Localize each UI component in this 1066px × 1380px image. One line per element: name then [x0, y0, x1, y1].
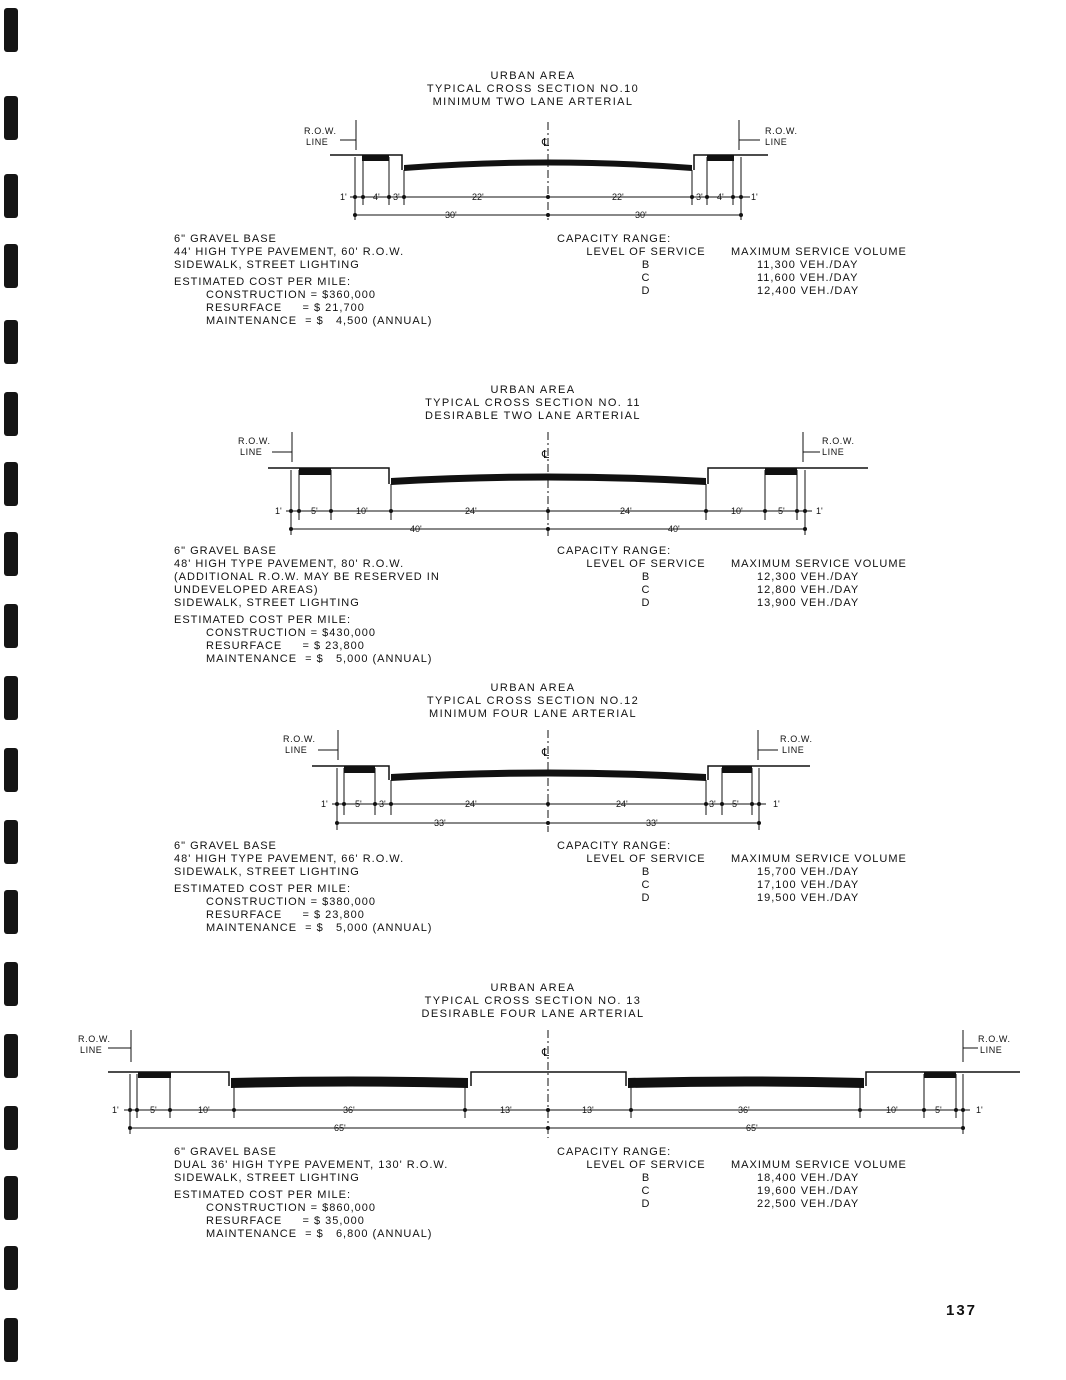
- capacity-table: [557, 545, 977, 610]
- dimension-label: 5': [150, 1105, 157, 1115]
- spec-line: 6" GRAVEL BASE: [174, 545, 277, 557]
- cross-section-diagram: [0, 428, 1066, 543]
- cost-heading: ESTIMATED COST PER MILE:: [174, 883, 352, 895]
- binder-hole: [4, 244, 18, 288]
- half-width-label: 30': [445, 210, 457, 220]
- row-line-label: LINE: [285, 745, 308, 755]
- title-line: TYPICAL CROSS SECTION NO.10: [426, 83, 640, 95]
- dimension-label: 22': [472, 192, 484, 202]
- centerline-symbol: ℄: [542, 137, 550, 149]
- dimension-label: 4': [717, 192, 724, 202]
- service-level: D: [641, 597, 651, 609]
- dimension-label: 10': [198, 1105, 210, 1115]
- dimension-label: 24': [620, 506, 632, 516]
- title-line: URBAN AREA: [490, 982, 576, 994]
- page-number: 137: [946, 1302, 978, 1319]
- service-volume: 13,900 VEH./DAY: [757, 597, 860, 609]
- service-volume: 11,300 VEH./DAY: [757, 259, 859, 271]
- dimension-label: 1': [816, 506, 823, 516]
- capacity-table: [557, 233, 977, 298]
- spec-line: (ADDITIONAL R.O.W. MAY BE RESERVED IN: [174, 571, 440, 583]
- centerline-symbol: ℄: [542, 1047, 550, 1059]
- dimension-label: 13': [500, 1105, 512, 1115]
- dimension-label: 36': [343, 1105, 355, 1115]
- dimension-label: 1': [976, 1105, 983, 1115]
- spec-line: SIDEWALK, STREET LIGHTING: [174, 866, 360, 878]
- half-width-label: 40': [668, 524, 680, 534]
- half-width-label: 33': [434, 818, 446, 828]
- service-level: B: [641, 866, 651, 878]
- title-line: TYPICAL CROSS SECTION NO. 13: [424, 995, 642, 1007]
- capacity-heading: CAPACITY RANGE:: [557, 840, 672, 852]
- level-heading: LEVEL OF SERVICE: [586, 246, 706, 258]
- service-volume: 11,600 VEH./DAY: [757, 272, 859, 284]
- volume-heading: MAXIMUM SERVICE VOLUME: [731, 246, 907, 258]
- binder-hole: [4, 320, 18, 364]
- capacity-heading: CAPACITY RANGE:: [557, 545, 672, 557]
- binder-hole: [4, 890, 18, 934]
- section-title: [0, 682, 1066, 721]
- binder-hole: [4, 1318, 18, 1362]
- dimension-label: 1': [112, 1105, 119, 1115]
- dimension-label: 1': [321, 799, 328, 809]
- cost-line: RESURFACE = $ 35,000: [206, 1215, 365, 1227]
- dimension-label: 1': [340, 192, 347, 202]
- dimension-label: 5': [935, 1105, 942, 1115]
- cost-line: MAINTENANCE = $ 5,000 (ANNUAL): [206, 922, 433, 934]
- dimension-label: 5': [732, 799, 739, 809]
- cost-line: CONSTRUCTION = $430,000: [206, 627, 377, 639]
- service-volume: 19,500 VEH./DAY: [757, 892, 860, 904]
- service-level: D: [641, 1198, 651, 1210]
- cost-line: CONSTRUCTION = $380,000: [206, 896, 377, 908]
- dimension-label: 36': [738, 1105, 750, 1115]
- centerline-symbol: ℄: [542, 747, 550, 759]
- cost-line: CONSTRUCTION = $860,000: [206, 1202, 377, 1214]
- section-title: [0, 982, 1066, 1021]
- cost-line: MAINTENANCE = $ 4,500 (ANNUAL): [206, 315, 433, 327]
- service-level: C: [641, 1185, 651, 1197]
- dimension-label: 1': [275, 506, 282, 516]
- dimension-label: 13': [582, 1105, 594, 1115]
- capacity-heading: CAPACITY RANGE:: [557, 233, 672, 245]
- service-volume: 22,500 VEH./DAY: [757, 1198, 860, 1210]
- row-line-label: LINE: [980, 1045, 1003, 1055]
- title-line: MINIMUM TWO LANE ARTERIAL: [432, 96, 634, 108]
- cross-section-diagram: [0, 115, 1066, 230]
- service-level: D: [641, 285, 651, 297]
- service-volume: 15,700 VEH./DAY: [757, 866, 860, 878]
- spec-line: UNDEVELOPED AREAS): [174, 584, 319, 596]
- cost-heading: ESTIMATED COST PER MILE:: [174, 276, 352, 288]
- volume-heading: MAXIMUM SERVICE VOLUME: [731, 558, 907, 570]
- cost-heading: ESTIMATED COST PER MILE:: [174, 1189, 352, 1201]
- dimension-label: 5': [778, 506, 785, 516]
- service-volume: 17,100 VEH./DAY: [757, 879, 860, 891]
- section-title: [0, 70, 1066, 109]
- binder-hole: [4, 8, 18, 52]
- dimension-label: 3': [709, 799, 716, 809]
- spec-line: DUAL 36' HIGH TYPE PAVEMENT, 130' R.O.W.: [174, 1159, 449, 1171]
- cost-line: RESURFACE = $ 23,800: [206, 909, 365, 921]
- binder-hole: [4, 604, 18, 648]
- section-notes: [174, 545, 440, 666]
- dimension-label: 24': [465, 799, 477, 809]
- row-line-label: R.O.W.: [78, 1034, 111, 1044]
- capacity-table: [557, 840, 977, 905]
- service-level: C: [641, 879, 651, 891]
- row-line-label: LINE: [822, 447, 845, 457]
- service-volume: 12,300 VEH./DAY: [757, 571, 860, 583]
- row-line-label: R.O.W.: [283, 734, 316, 744]
- cost-heading: ESTIMATED COST PER MILE:: [174, 614, 352, 626]
- level-heading: LEVEL OF SERVICE: [586, 1159, 706, 1171]
- level-heading: LEVEL OF SERVICE: [586, 558, 706, 570]
- cost-line: MAINTENANCE = $ 6,800 (ANNUAL): [206, 1228, 433, 1240]
- title-line: DESIRABLE FOUR LANE ARTERIAL: [421, 1008, 645, 1020]
- service-level: C: [641, 584, 651, 596]
- cost-line: MAINTENANCE = $ 5,000 (ANNUAL): [206, 653, 433, 665]
- volume-heading: MAXIMUM SERVICE VOLUME: [731, 1159, 907, 1171]
- dimension-label: 24': [465, 506, 477, 516]
- half-width-label: 40': [410, 524, 422, 534]
- title-line: URBAN AREA: [490, 682, 576, 694]
- spec-line: 48' HIGH TYPE PAVEMENT, 66' R.O.W.: [174, 853, 405, 865]
- dimension-label: 1': [773, 799, 780, 809]
- service-level: C: [641, 272, 651, 284]
- binder-hole: [4, 1246, 18, 1290]
- volume-heading: MAXIMUM SERVICE VOLUME: [731, 853, 907, 865]
- section-notes: [174, 840, 432, 935]
- level-heading: LEVEL OF SERVICE: [586, 853, 706, 865]
- row-line-label: R.O.W.: [304, 126, 337, 136]
- dimension-label: 1': [751, 192, 758, 202]
- spec-line: 6" GRAVEL BASE: [174, 233, 277, 245]
- row-line-label: R.O.W.: [978, 1034, 1011, 1044]
- service-volume: 12,800 VEH./DAY: [757, 584, 860, 596]
- title-line: DESIRABLE TWO LANE ARTERIAL: [425, 410, 641, 422]
- dimension-label: 3': [379, 799, 386, 809]
- half-width-label: 30': [635, 210, 647, 220]
- row-line-label: LINE: [240, 447, 263, 457]
- service-volume: 12,400 VEH./DAY: [757, 285, 860, 297]
- section-notes: [174, 233, 432, 328]
- service-volume: 18,400 VEH./DAY: [757, 1172, 860, 1184]
- title-line: URBAN AREA: [490, 384, 576, 396]
- row-line-label: LINE: [765, 137, 788, 147]
- title-line: URBAN AREA: [490, 70, 576, 82]
- spec-line: SIDEWALK, STREET LIGHTING: [174, 1172, 360, 1184]
- dimension-label: 5': [311, 506, 318, 516]
- row-line-label: LINE: [306, 137, 329, 147]
- row-line-label: LINE: [782, 745, 805, 755]
- spec-line: SIDEWALK, STREET LIGHTING: [174, 259, 360, 271]
- service-level: B: [641, 1172, 651, 1184]
- centerline-symbol: ℄: [542, 449, 550, 461]
- row-line-label: R.O.W.: [822, 436, 855, 446]
- row-line-label: R.O.W.: [765, 126, 798, 136]
- dimension-label: 4': [373, 192, 380, 202]
- cost-line: RESURFACE = $ 21,700: [206, 302, 365, 314]
- cost-line: RESURFACE = $ 23,800: [206, 640, 365, 652]
- cross-section-diagram: [0, 1026, 1066, 1144]
- dimension-label: 3': [393, 192, 400, 202]
- spec-line: 44' HIGH TYPE PAVEMENT, 60' R.O.W.: [174, 246, 405, 258]
- section-title: [0, 384, 1066, 423]
- dimension-label: 10': [731, 506, 743, 516]
- half-width-label: 65': [746, 1123, 758, 1133]
- dimension-label: 3': [696, 192, 703, 202]
- dimension-label: 24': [616, 799, 628, 809]
- title-line: TYPICAL CROSS SECTION NO. 11: [425, 397, 641, 409]
- service-volume: 19,600 VEH./DAY: [757, 1185, 860, 1197]
- cross-section-diagram: [0, 726, 1066, 838]
- section-notes: [174, 1146, 448, 1241]
- cost-line: CONSTRUCTION = $360,000: [206, 289, 377, 301]
- half-width-label: 65': [334, 1123, 346, 1133]
- row-line-label: LINE: [80, 1045, 103, 1055]
- capacity-heading: CAPACITY RANGE:: [557, 1146, 672, 1158]
- spec-line: 6" GRAVEL BASE: [174, 840, 277, 852]
- spec-line: 48' HIGH TYPE PAVEMENT, 80' R.O.W.: [174, 558, 405, 570]
- service-level: D: [641, 892, 651, 904]
- spec-line: 6" GRAVEL BASE: [174, 1146, 277, 1158]
- binder-hole: [4, 1176, 18, 1220]
- service-level: B: [641, 571, 651, 583]
- service-level: B: [641, 259, 651, 271]
- row-line-label: R.O.W.: [780, 734, 813, 744]
- dimension-label: 10': [356, 506, 368, 516]
- title-line: TYPICAL CROSS SECTION NO.12: [426, 695, 640, 707]
- title-line: MINIMUM FOUR LANE ARTERIAL: [429, 708, 637, 720]
- dimension-label: 10': [886, 1105, 898, 1115]
- spec-line: SIDEWALK, STREET LIGHTING: [174, 597, 360, 609]
- half-width-label: 33': [646, 818, 658, 828]
- dimension-label: 5': [355, 799, 362, 809]
- capacity-table: [557, 1146, 977, 1211]
- row-line-label: R.O.W.: [238, 436, 271, 446]
- dimension-label: 22': [612, 192, 624, 202]
